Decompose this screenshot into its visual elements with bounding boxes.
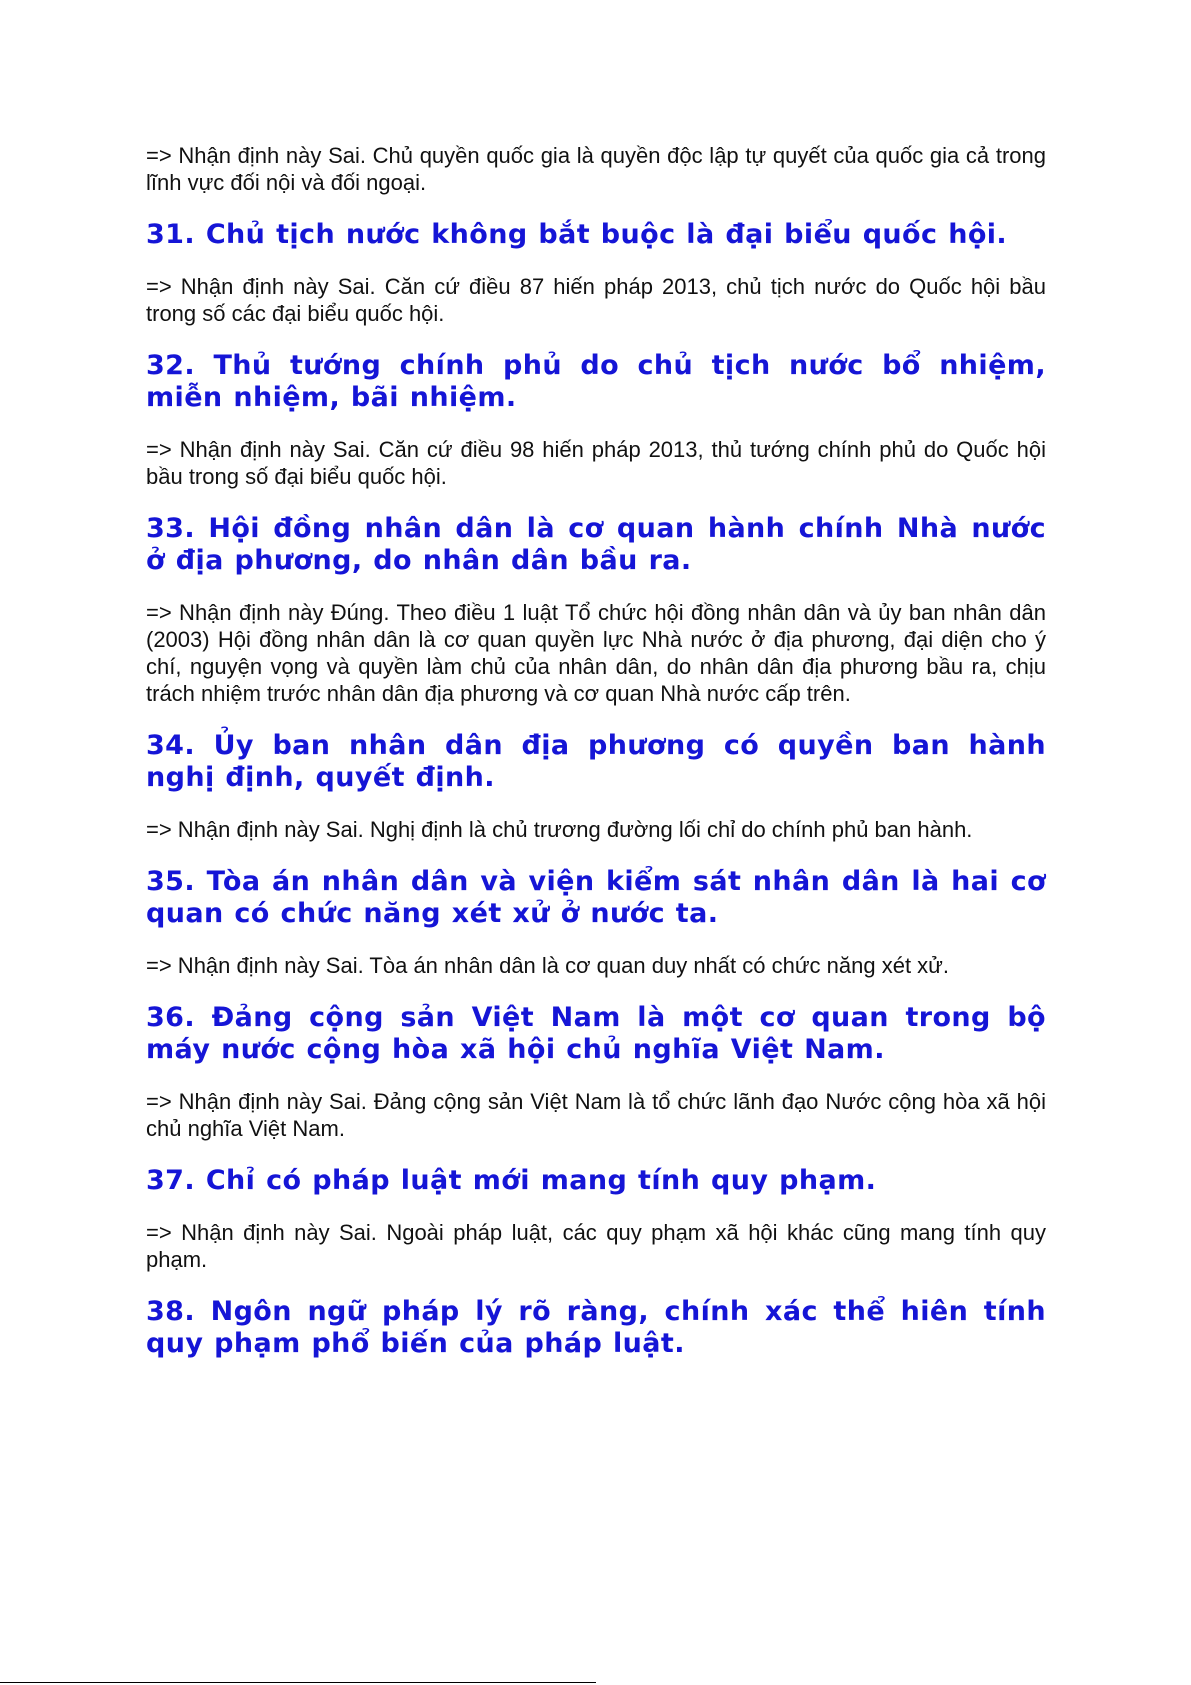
question-35: 35. Tòa án nhân dân và viện kiểm sát nhân dân là hai cơ quan có chức năng xét xử ở nước ta.: [146, 866, 1046, 929]
question-31: 31. Chủ tịch nước không bắt buộc là đại biểu quốc hội.: [146, 219, 1008, 250]
answer-31: => Nhận định này Sai. Căn cứ điều 87 hiến pháp 2013, chủ tịch nước do Quốc hội bầu trong số các đại biểu quốc hội.: [146, 274, 1046, 326]
question-32: 32. Thủ tướng chính phủ do chủ tịch nước bổ nhiệm, miễn nhiệm, bãi nhiệm.: [146, 350, 1046, 413]
answer-32: => Nhận định này Sai. Căn cứ điều 98 hiến pháp 2013, thủ tướng chính phủ do Quốc hội bầu trong số đại biểu quốc hội.: [146, 437, 1046, 489]
document-page: [146, 142, 1046, 1360]
answer-30: => Nhận định này Sai. Chủ quyền quốc gia là quyền độc lập tự quyết của quốc gia cả trong lĩnh vực đối nội và đối ngoại.: [146, 143, 1046, 195]
question-38: 38. Ngôn ngữ pháp lý rõ ràng, chính xác thể hiên tính quy phạm phổ biến của pháp luật.: [146, 1296, 1046, 1359]
answer-34: => Nhận định này Sai. Nghị định là chủ trương đường lối chỉ do chính phủ ban hành.: [146, 817, 973, 842]
answer-35: => Nhận định này Sai. Tòa án nhân dân là cơ quan duy nhất có chức năng xét xử.: [146, 953, 950, 978]
answer-37: => Nhận định này Sai. Ngoài pháp luật, các quy phạm xã hội khác cũng mang tính quy phạm.: [146, 1220, 1046, 1272]
answer-36: => Nhận định này Sai. Đảng cộng sản Việt Nam là tổ chức lãnh đạo Nước cộng hòa xã hội chủ nghĩa Việt Nam.: [146, 1089, 1046, 1141]
footnote-separator-line: [0, 1682, 596, 1683]
question-37: 37. Chỉ có pháp luật mới mang tính quy phạm.: [146, 1165, 877, 1196]
answer-33: => Nhận định này Đúng. Theo điều 1 luật Tổ chức hội đồng nhân dân và ủy ban nhân dân (2003) Hội đồng nhân dân là cơ quan quyền lực Nhà nước ở địa phương, đại diện cho ý chí, nguyện vọng và quyền làm chủ của nhân dân, do nhân dân địa phương bầu ra, chịu trách nhiệm trước nhân dân địa phương và cơ quan Nhà nước cấp trên.: [146, 600, 1046, 706]
question-36: 36. Đảng cộng sản Việt Nam là một cơ quan trong bộ máy nước cộng hòa xã hội chủ nghĩa Việt Nam.: [146, 1002, 1046, 1065]
question-34: 34. Ủy ban nhân dân địa phương có quyền ban hành nghị định, quyết định.: [146, 730, 1046, 793]
question-33: 33. Hội đồng nhân dân là cơ quan hành chính Nhà nước ở địa phương, do nhân dân bầu ra.: [146, 513, 1046, 576]
